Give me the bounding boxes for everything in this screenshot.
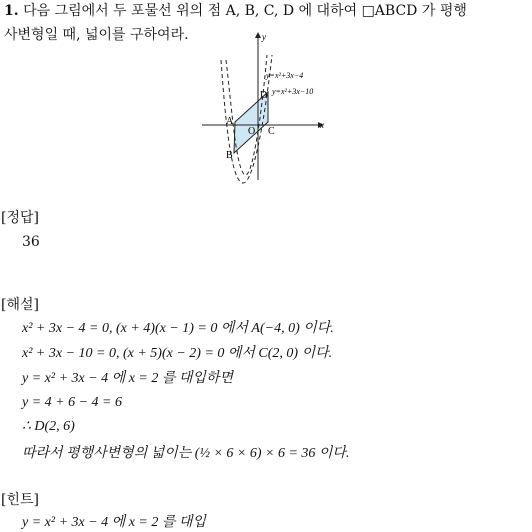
hint-label: [힌트] bbox=[1, 492, 39, 508]
problem-text-1: 다음 그림에서 두 포물선 위의 점 A, B, C, D 에 대하여 □ABCD 가 평행 bbox=[23, 3, 467, 19]
hint-line: y = x² + 3x − 4 에 x = 2 를 대입 bbox=[22, 515, 206, 530]
point-d-label: D bbox=[260, 90, 268, 101]
answer-value: 36 bbox=[22, 234, 40, 250]
problem-text-2: 사변형일 때, 넓이를 구하여라. bbox=[4, 27, 189, 43]
solution-line-3: y = x² + 3x − 4 에 x = 2 를 대입하면 bbox=[22, 371, 233, 386]
point-a-label: A bbox=[226, 116, 234, 127]
solution-line-4: y = 4 + 6 − 4 = 6 bbox=[22, 395, 123, 410]
solution-line-6: 따라서 평행사변형의 넓이는 (½ × 6 × 6) × 6 = 36 이다. bbox=[22, 446, 350, 461]
solution-line-5: ∴ D(2, 6) bbox=[22, 419, 75, 434]
problem-number: 1. bbox=[4, 3, 19, 19]
answer-label: [정답] bbox=[1, 210, 39, 226]
curve1-label: y=x²+3x−4 bbox=[266, 71, 304, 80]
y-axis-label: y bbox=[262, 32, 266, 42]
point-b-label: B bbox=[226, 150, 233, 161]
solution-line-1: x² + 3x − 4 = 0, (x + 4)(x − 1) = 0 에서 A(−4, 0) 이다. bbox=[22, 321, 334, 336]
point-o-label: O bbox=[248, 126, 256, 137]
x-axis-label: x bbox=[320, 120, 324, 130]
solution-line-2: x² + 3x − 10 = 0, (x + 5)(x − 2) = 0 에서 C(2, 0) 이다. bbox=[22, 346, 333, 361]
solution-label: [해설] bbox=[1, 297, 39, 313]
point-c-label: C bbox=[268, 126, 275, 137]
curve2-label: y=x²+3x−10 bbox=[272, 87, 314, 96]
y-axis-arrow bbox=[255, 32, 261, 38]
